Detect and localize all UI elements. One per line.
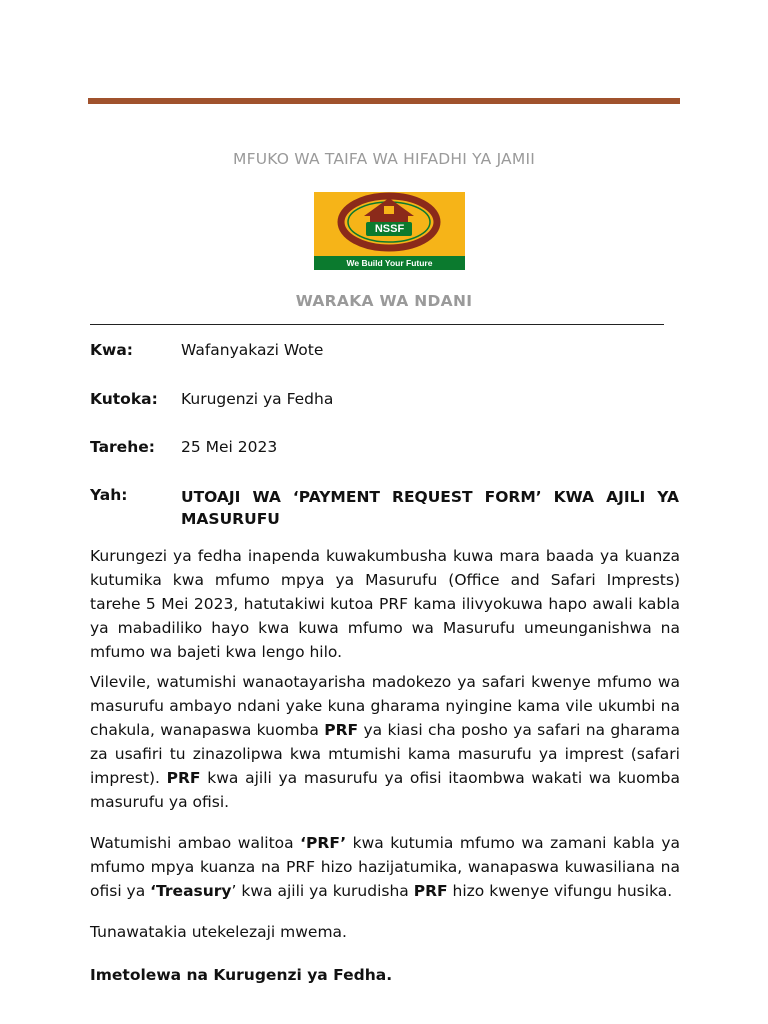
title-rule: [90, 324, 664, 325]
subject-label: Yah:: [90, 486, 128, 504]
p2-text-e: kwa ajili ya masurufu ya ofisi itaombwa wakati wa kuomba masurufu ya ofisi.: [90, 769, 680, 811]
subject-value: UTOAJI WA ‘PAYMENT REQUEST FORM’ KWA AJILI YA MASURUFU: [181, 488, 679, 528]
date-value: 25 Mei 2023: [181, 438, 278, 456]
p2-text-c: ya kiasi cha posho ya safari na gharama za usafiri tu zinazolipwa kwa mtumishi kama masurufu ya imprest (safari imprest).: [90, 721, 680, 787]
p3-text-e: ’ kwa ajili ya kurudisha: [231, 882, 414, 900]
logo-text: NSSF: [374, 223, 405, 235]
p2-prf-1: PRF: [324, 721, 359, 739]
p3-text-c: kwa kutumia mfumo wa zamani kabla ya mfumo mpya kuanza na PRF hizo hazijatumika, wanapaswa kuwasiliana na ofisi ya: [90, 834, 680, 900]
header-rule: [88, 98, 680, 104]
body-paragraph-2: [90, 670, 680, 814]
p3-treasury: ‘Treasury: [150, 882, 232, 900]
logo-tagline: We Build Your Future: [314, 256, 465, 270]
date-label: Tarehe:: [90, 438, 155, 456]
nssf-logo: [314, 192, 465, 270]
p3-prf-quoted: ‘PRF’: [300, 834, 347, 852]
body-paragraph-3: [90, 831, 680, 903]
from-label: Kutoka:: [90, 390, 158, 408]
signoff: Imetolewa na Kurugenzi ya Fedha.: [90, 966, 393, 984]
body-paragraph-4: Tunawatakia utekelezaji mwema.: [90, 923, 347, 941]
p3-prf: PRF: [413, 882, 448, 900]
body-paragraph-1: Kurungezi ya fedha inapenda kuwakumbusha kuwa mara baada ya kuanza kutumika kwa mfumo mpya ya Masurufu (Office and Safari Imprests) tarehe 5 Mei 2023, hatutakiwi kutoa PRF kama ilivyokuwa hapo awali kabla ya mabadiliko hayo kwa kuwa mfumo wa Masurufu umeunganishwa na mfumo wa bajeti kwa lengo hilo.: [90, 547, 680, 661]
memo-title: WARAKA WA NDANI: [295, 292, 473, 310]
p3-text-g: hizo kwenye vifungu husika.: [447, 882, 673, 900]
from-value: Kurugenzi ya Fedha: [181, 390, 334, 408]
p3-text-a: Watumishi ambao walitoa: [90, 834, 301, 852]
org-name: MFUKO WA TAIFA WA HIFADHI YA JAMII: [233, 150, 535, 168]
p2-text-a: Vilevile, watumishi wanaotayarisha madokezo ya safari kwenye mfumo wa masurufu ambayo ndani yake kuna gharama nyingine kama vile ukumbi na chakula, wanapaswa kuomba: [90, 673, 680, 739]
to-value: Wafanyakazi Wote: [181, 341, 324, 359]
to-label: Kwa:: [90, 341, 133, 359]
p2-prf-2: PRF: [166, 769, 201, 787]
